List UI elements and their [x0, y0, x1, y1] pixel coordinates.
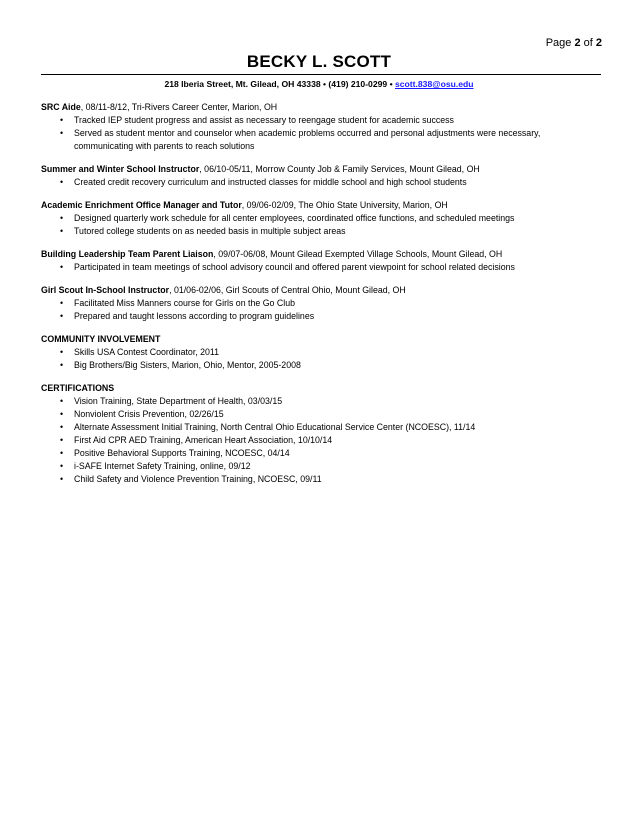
experience-entry — [41, 199, 601, 238]
page-total: 2 — [595, 37, 602, 49]
entry-detail: , 09/07-06/08, Mount Gilead Exempted Village Schools, Mount Gilead, OH — [213, 249, 503, 259]
entry-detail: , 09/06-02/09, The Ohio State University, Marion, OH — [241, 200, 448, 210]
bullet-icon: • — [60, 298, 64, 308]
experience-entry — [41, 101, 601, 153]
bullet-item — [41, 421, 601, 434]
bullet-icon: • — [60, 128, 64, 138]
bullet-icon: • — [60, 422, 64, 432]
bullet-text: Alternate Assessment Initial Training, North Central Ohio Educational Service Center (NCOESC), 11/14 — [74, 422, 476, 432]
bullet-icon: • — [60, 461, 64, 471]
entry-title: Academic Enrichment Office Manager and Tutor — [41, 200, 242, 210]
bullet-text: Served as student mentor and counselor when academic problems occurred and personal adjustments were necessary, communicating with parents to reach solutions — [74, 128, 541, 151]
entry-bullets — [41, 176, 601, 189]
bullet-icon: • — [60, 226, 64, 236]
bullet-item — [41, 460, 601, 473]
bullet-icon: • — [60, 360, 64, 370]
entry-detail: , 06/10-05/11, Morrow County Job & Family Services, Mount Gilead, OH — [199, 164, 480, 174]
bullet-text: First Aid CPR AED Training, American Heart Association, 10/10/14 — [74, 435, 333, 445]
bullet-text: Vision Training, State Department of Health, 03/03/15 — [74, 396, 283, 406]
bullet-text: Facilitated Miss Manners course for Girls on the Go Club — [74, 298, 295, 308]
experience-entry — [41, 284, 601, 323]
community-bullets — [41, 346, 601, 372]
bullet-item — [41, 447, 601, 460]
bullet-text: Big Brothers/Big Sisters, Marion, Ohio, Mentor, 2005-2008 — [74, 360, 301, 370]
entry-title: Building Leadership Team Parent Liaison — [41, 249, 214, 259]
bullet-text: Nonviolent Crisis Prevention, 02/26/15 — [74, 409, 224, 419]
entry-title: SRC Aide — [41, 102, 81, 112]
bullet-item — [41, 434, 601, 447]
bullet-item — [41, 114, 601, 127]
bullet-item — [41, 212, 601, 225]
bullet-item — [41, 408, 601, 421]
bullet-item — [41, 225, 601, 238]
resume-body — [41, 101, 601, 496]
entry-heading — [41, 101, 601, 114]
bullet-item — [41, 346, 601, 359]
bullet-item — [41, 473, 601, 486]
entry-heading — [41, 284, 601, 297]
entry-bullets — [41, 297, 601, 323]
bullet-text: i-SAFE Internet Safety Training, online, 09/12 — [74, 461, 251, 471]
bullet-item — [41, 310, 601, 323]
page-prefix: Page — [545, 37, 575, 49]
entry-heading — [41, 248, 601, 261]
bullet-text: Participated in team meetings of school advisory council and offered parent viewpoint for school related decisions — [74, 262, 515, 272]
bullet-icon: • — [60, 115, 64, 125]
entry-heading — [41, 163, 601, 176]
entry-title: Summer and Winter School Instructor — [41, 164, 200, 174]
bullet-text: Tracked IEP student progress and assist as necessary to reengage student for academic success — [74, 115, 454, 125]
contact-line — [0, 79, 638, 89]
bullet-text: Created credit recovery curriculum and instructed classes for middle school and high school students — [74, 177, 467, 187]
bullet-text: Skills USA Contest Coordinator, 2011 — [74, 347, 220, 357]
bullet-text: Child Safety and Violence Prevention Training, NCOESC, 09/11 — [74, 474, 322, 484]
bullet-text: Prepared and taught lessons according to program guidelines — [74, 311, 315, 321]
bullet-icon: • — [60, 311, 64, 321]
bullet-icon: • — [60, 448, 64, 458]
bullet-text: Positive Behavioral Supports Training, NCOESC, 04/14 — [74, 448, 290, 458]
entry-bullets — [41, 114, 601, 153]
bullet-text: Designed quarterly work schedule for all center employees, coordinated office functions, and scheduled meetings — [74, 213, 515, 223]
bullet-icon: • — [60, 213, 64, 223]
bullet-icon: • — [60, 262, 64, 272]
bullet-icon: • — [60, 347, 64, 357]
certifications-heading: CERTIFICATIONS — [41, 383, 115, 393]
bullet-icon: • — [60, 474, 64, 484]
bullet-icon: • — [60, 396, 64, 406]
entry-bullets — [41, 261, 601, 274]
experience-entry — [41, 163, 601, 189]
page-current: 2 — [574, 37, 581, 49]
bullet-icon: • — [60, 435, 64, 445]
resume-name: BECKY L. SCOTT — [246, 52, 392, 71]
experience-entry — [41, 248, 601, 274]
bullet-text: Tutored college students on as needed basis in multiple subject areas — [74, 226, 346, 236]
entry-detail: , 01/06-02/06, Girl Scouts of Central Ohio, Mount Gilead, OH — [169, 285, 406, 295]
bullet-icon: • — [60, 177, 64, 187]
bullet-icon: • — [60, 409, 64, 419]
bullet-item — [41, 176, 601, 189]
entry-detail: , 08/11-8/12, Tri-Rivers Career Center, Marion, OH — [80, 102, 278, 112]
contact-text: 218 Iberia Street, Mt. Gilead, OH 43338 • (419) 210-0299 • — [164, 79, 395, 89]
bullet-item — [41, 359, 601, 372]
community-section — [41, 333, 601, 372]
entry-bullets — [41, 212, 601, 238]
bullet-item — [41, 261, 601, 274]
certifications-section — [41, 382, 601, 486]
header-divider — [41, 74, 601, 75]
page-of: of — [580, 37, 596, 49]
bullet-item — [41, 395, 601, 408]
entry-title: Girl Scout In-School Instructor — [41, 285, 170, 295]
certifications-bullets — [41, 395, 601, 486]
page-number — [546, 37, 602, 49]
bullet-item — [41, 297, 601, 310]
email-link[interactable]: scott.838@osu.edu — [394, 79, 474, 89]
entry-heading — [41, 199, 601, 212]
community-heading: COMMUNITY INVOLVEMENT — [41, 334, 161, 344]
bullet-item — [41, 127, 601, 153]
